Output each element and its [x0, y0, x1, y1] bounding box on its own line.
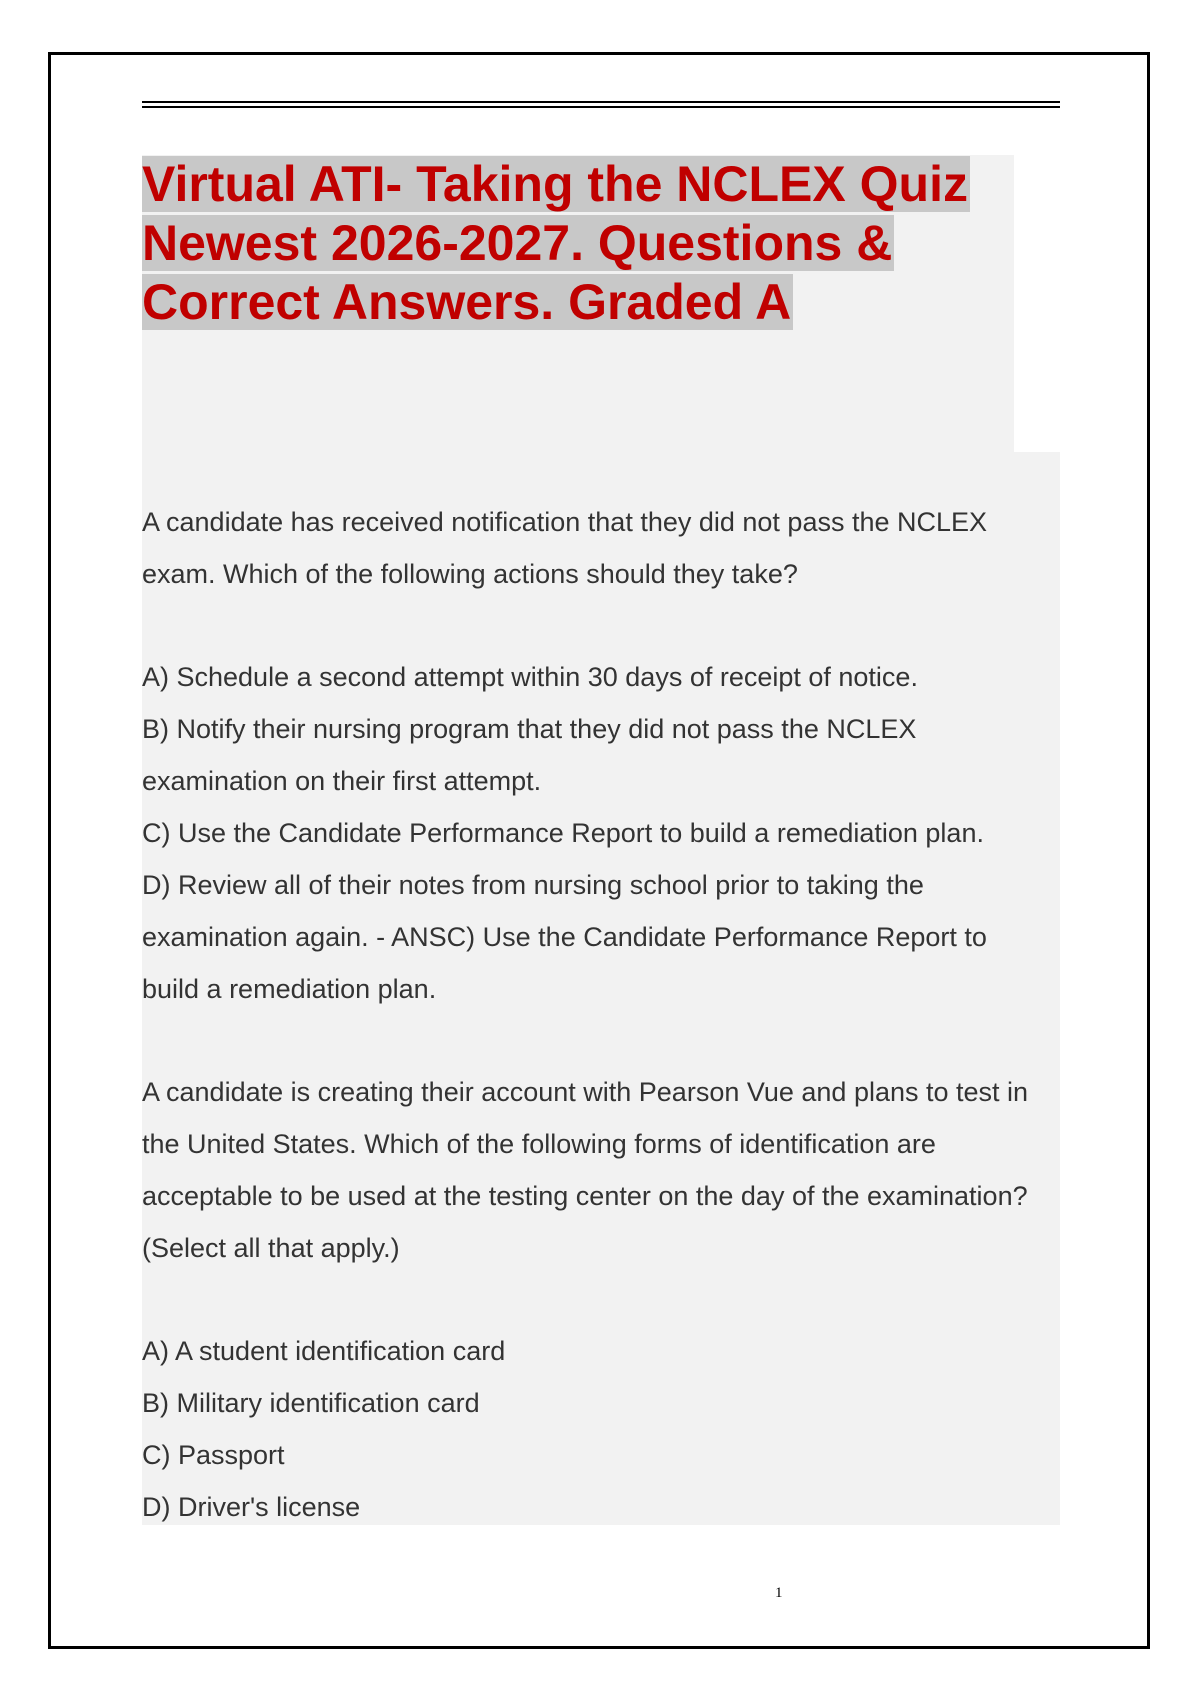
question-stem-line: (Select all that apply.) [142, 1233, 400, 1263]
paragraph-spacer [142, 1274, 1062, 1325]
question-2 [142, 1066, 1062, 1533]
answer-option-line: A) A student identification card [142, 1336, 506, 1366]
page-number: 1 [775, 1585, 783, 1601]
answer-option-line: examination on their first attempt. [142, 766, 542, 796]
question-stem-line: exam. Which of the following actions should they take? [142, 559, 798, 589]
question-stem-line: A candidate is creating their account with Pearson Vue and plans to test in [142, 1077, 1029, 1107]
answer-option-line: build a remediation plan. [142, 974, 437, 1004]
document-body [142, 496, 1062, 1533]
title-line: Newest 2026-2027. Questions & [142, 215, 893, 271]
answer-option-line: D) Review all of their notes from nursing school prior to taking the [142, 870, 924, 900]
question-1 [142, 496, 1062, 1015]
title-line: Correct Answers. Graded A [142, 274, 792, 330]
answer-option-line: C) Passport [142, 1440, 285, 1470]
answer-option-line: D) Driver's license [142, 1492, 361, 1522]
question-stem-line: A candidate has received notification that they did not pass the NCLEX [142, 507, 988, 537]
answer-option-line: examination again. - ANSC) Use the Candidate Performance Report to [142, 922, 987, 952]
answer-option-line: B) Notify their nursing program that they did not pass the NCLEX [142, 714, 917, 744]
question-stem-line: the United States. Which of the following forms of identification are [142, 1129, 936, 1159]
paragraph-spacer [142, 600, 1062, 651]
question-2-options [142, 1325, 1062, 1533]
document-title [142, 155, 972, 332]
paragraph-spacer [142, 1015, 1062, 1066]
question-1-options [142, 651, 1062, 1015]
answer-option-line: C) Use the Candidate Performance Report to build a remediation plan. [142, 818, 984, 848]
title-line: Virtual ATI- Taking the NCLEX Quiz [142, 156, 968, 212]
header-double-rule [142, 101, 1060, 108]
answer-option-line: B) Military identification card [142, 1388, 480, 1418]
answer-option-line: A) Schedule a second attempt within 30 days of receipt of notice. [142, 662, 918, 692]
question-2-stem [142, 1066, 1062, 1274]
question-stem-line: acceptable to be used at the testing center on the day of the examination? [142, 1181, 1028, 1211]
question-1-stem [142, 496, 1062, 600]
